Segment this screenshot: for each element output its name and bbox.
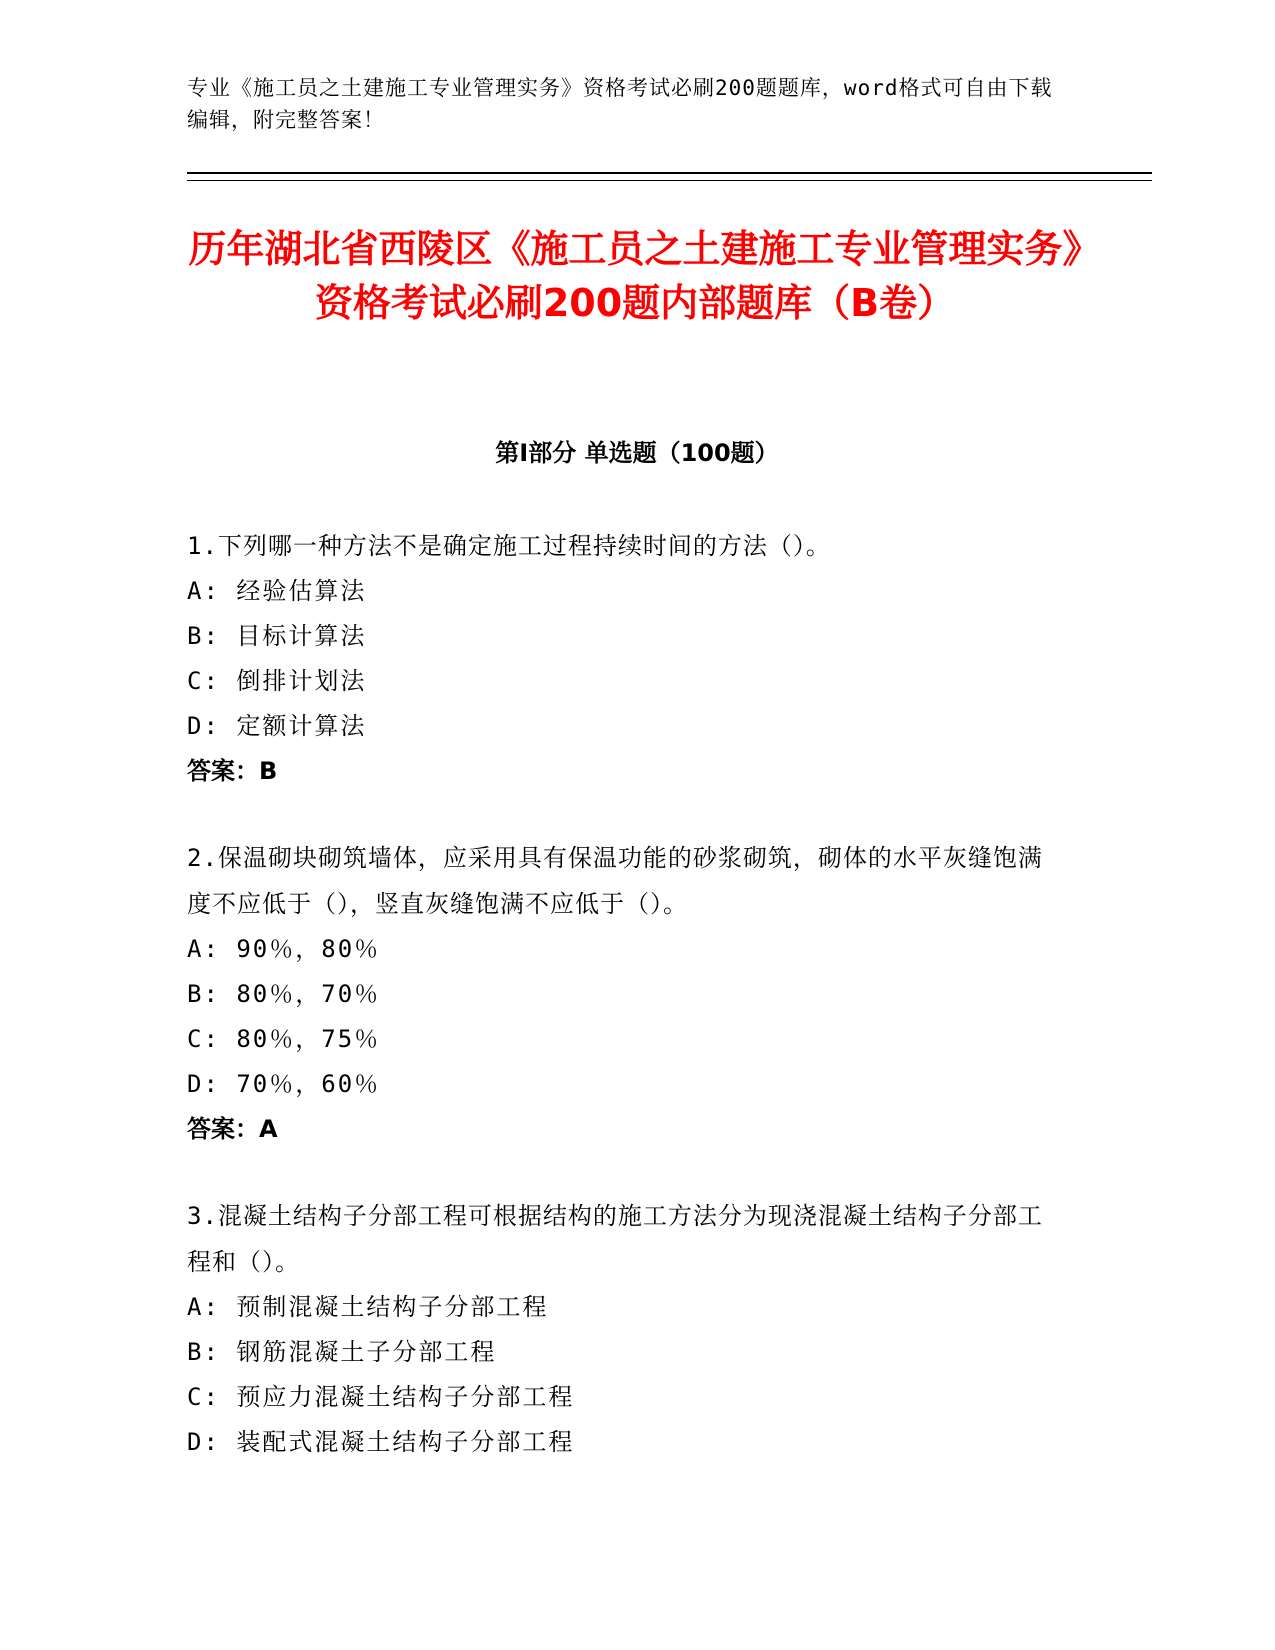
question-1	[187, 523, 1067, 794]
header-rule-thick	[187, 172, 1152, 174]
option-b: B: 钢筋混凝土子分部工程	[187, 1338, 497, 1366]
option-d: D: 定额计算法	[187, 712, 367, 740]
header-note: 专业《施工员之土建施工专业管理实务》资格考试必刷200题题库，word格式可自由下载编辑，附完整答案！	[187, 76, 1053, 132]
option-c: C: 80％，75％	[187, 1025, 381, 1053]
answer: 答案：A	[187, 1115, 278, 1143]
question-2	[187, 835, 1067, 1152]
option-b: B: 目标计算法	[187, 622, 367, 650]
section-title: 第Ⅰ部分 单选题（100题）	[495, 439, 779, 467]
document-title: 历年湖北省西陵区《施工员之土建施工专业管理实务》资格考试必刷200题内部题库（B卷）	[188, 227, 1082, 325]
option-a: A: 90％，80％	[187, 935, 381, 963]
answer: 答案：B	[187, 757, 278, 785]
question-text: 3.混凝土结构子分部工程可根据结构的施工方法分为现浇混凝土结构子分部工程和（）。	[187, 1202, 1043, 1276]
question-text: 1.下列哪一种方法不是确定施工过程持续时间的方法（）。	[187, 532, 831, 560]
header-rule-thin	[187, 180, 1152, 181]
option-d: D: 70％，60％	[187, 1070, 381, 1098]
option-a: A: 预制混凝土结构子分部工程	[187, 1293, 549, 1321]
question-3	[187, 1193, 1067, 1465]
question-text: 2.保温砌块砌筑墙体，应采用具有保温功能的砂浆砌筑，砌体的水平灰缝饱满度不应低于（），竖直灰缝饱满不应低于（）。	[187, 844, 1043, 918]
question-list	[187, 523, 1067, 1506]
option-a: A: 经验估算法	[187, 577, 367, 605]
option-b: B: 80％，70％	[187, 980, 381, 1008]
option-d: D: 装配式混凝土结构子分部工程	[187, 1428, 575, 1456]
option-c: C: 预应力混凝土结构子分部工程	[187, 1383, 575, 1411]
option-c: C: 倒排计划法	[187, 667, 367, 695]
